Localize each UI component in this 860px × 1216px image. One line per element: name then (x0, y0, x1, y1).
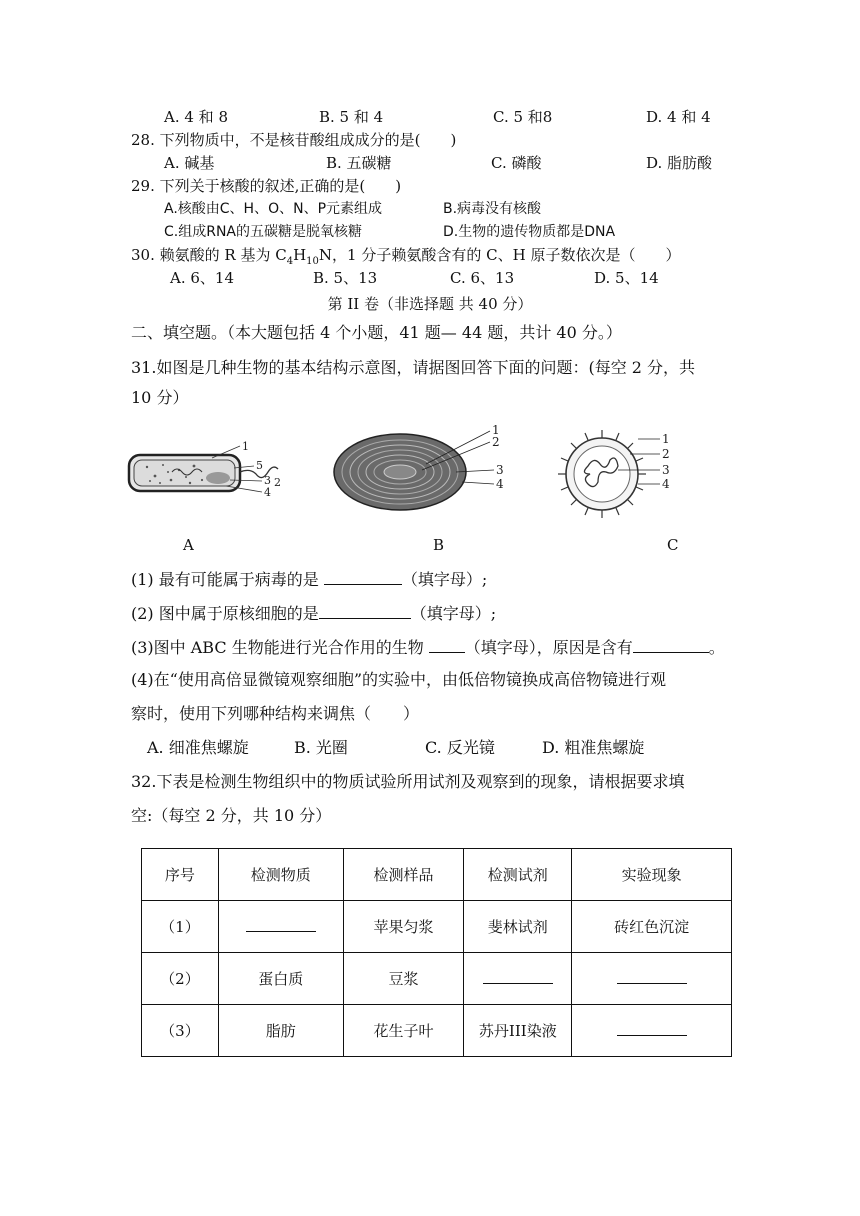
q31-stem-line1: 31.如图是几种生物的基本结构示意图，请据图回答下面的问题：(每空 2 分，共 (131, 358, 696, 377)
q30-option-c: C. 6、13 (450, 269, 515, 287)
fig-a-label-3: 3 (264, 474, 271, 487)
figure-label-c: C (667, 536, 679, 554)
q28-option-b: B. 五碳糖 (326, 154, 392, 172)
figure-b-cell (330, 422, 520, 512)
q31-sub3-blank1[interactable] (429, 636, 465, 653)
table-row (142, 901, 732, 953)
q31-sub3: (3)图中 ABC 生物能进行光合作用的生物 （填字母），原因是含有 。 (131, 638, 725, 657)
answer-blank[interactable] (483, 969, 553, 984)
q31-sub4-option-b: B. 光圈 (294, 738, 348, 757)
section-heading: 二、填空题。（本大题包括 4 个小题，41 题— 44 题，共计 40 分。） (131, 323, 622, 342)
fig-c-label-3: 3 (662, 463, 670, 477)
fig-a-label-2: 2 (274, 476, 281, 489)
q30-option-d: D. 5、14 (594, 269, 659, 287)
part2-title: 第 II 卷（非选择题 共 40 分） (327, 295, 533, 313)
figure-label-b: B (433, 536, 445, 554)
fig-c-label-1: 1 (662, 432, 670, 446)
figure-c-virus (552, 426, 682, 522)
table-cell: 蛋白质 (218, 953, 343, 1005)
fig-a-label-4: 4 (264, 486, 271, 499)
q30-option-a: A. 6、14 (170, 269, 234, 287)
q28-stem: 28. 下列物质中，不是核苷酸组成成分的是( ) (131, 131, 457, 149)
q31-sub1-blank[interactable] (324, 568, 402, 585)
table-row (142, 953, 732, 1005)
q27-option-d: D. 4 和 4 (646, 108, 711, 126)
header-cell: 序号 (142, 849, 219, 901)
table-cell: 斐林试剂 (464, 901, 572, 953)
table-cell: 豆浆 (343, 953, 464, 1005)
fig-b-label-3: 3 (496, 463, 504, 477)
table-cell-blank[interactable] (572, 1005, 732, 1057)
q32-stem-line1: 32.下表是检测生物组织中的物质试验所用试剂及观察到的现象，请根据要求填 (131, 772, 685, 791)
q27-option-a: A. 4 和 8 (164, 108, 228, 126)
q27-option-b: B. 5 和 4 (319, 108, 384, 126)
answer-blank[interactable] (617, 969, 687, 984)
fig-b-label-4: 4 (496, 477, 504, 491)
header-cell: 检测试剂 (464, 849, 572, 901)
q30-option-b: B. 5、13 (313, 269, 378, 287)
q31-sub4-option-c: C. 反光镜 (425, 738, 495, 757)
fig-a-label-5: 5 (256, 459, 263, 472)
q29-option-d: D.生物的遗传物质都是DNA (443, 224, 616, 240)
table-header-row (142, 849, 732, 901)
answer-blank[interactable] (246, 917, 316, 932)
table-cell: 砖红色沉淀 (572, 901, 732, 953)
q31-sub4-line2: 察时，使用下列哪种结构来调焦（ ） (131, 704, 420, 723)
table-cell-blank[interactable] (464, 953, 572, 1005)
table-cell: 苏丹III染液 (464, 1005, 572, 1057)
q31-stem-line2: 10 分） (131, 388, 189, 407)
table-cell-blank[interactable] (218, 901, 343, 953)
q31-sub2: (2) 图中属于原核细胞的是 （填字母）; (131, 604, 497, 623)
table-cell: 花生子叶 (343, 1005, 464, 1057)
table-cell: 脂肪 (218, 1005, 343, 1057)
figure-label-a: A (183, 536, 194, 554)
q31-sub2-blank[interactable] (319, 602, 411, 619)
fig-b-label-2: 2 (492, 435, 500, 449)
q32-stem-line2: 空:（每空 2 分，共 10 分） (131, 806, 332, 825)
table-row (142, 1005, 732, 1057)
q31-sub4-option-d: D. 粗准焦螺旋 (542, 738, 645, 757)
q31-sub3-blank2[interactable] (633, 636, 709, 653)
q28-option-d: D. 脂肪酸 (646, 154, 713, 172)
fig-c-label-2: 2 (662, 447, 670, 461)
table-cell: （1） (142, 901, 219, 953)
q31-sub4-option-a: A. 细准焦螺旋 (147, 738, 249, 757)
q31-sub4-line1: (4)在“使用高倍显微镜观察细胞”的实验中，由低倍物镜换成高倍物镜进行观 (131, 670, 667, 689)
q27-option-c: C. 5 和8 (493, 108, 553, 126)
q29-option-c: C.组成RNA的五碳糖是脱氧核糖 (164, 224, 363, 240)
table-cell: （2） (142, 953, 219, 1005)
q30-stem: 30. 赖氨酸的 R 基为 $C_4H_{10}N$，1 分子赖氨酸含有的 C、H 原子数依次是（ ） (131, 246, 681, 267)
table-cell-blank[interactable] (572, 953, 732, 1005)
fig-b-label-1: 1 (492, 423, 500, 437)
fig-a-label-1: 1 (242, 440, 249, 453)
q31-sub1: (1) 最有可能属于病毒的是 （填字母）; (131, 570, 488, 589)
q29-option-a: A.核酸由C、H、O、N、P元素组成 (164, 201, 383, 217)
header-cell: 实验现象 (572, 849, 732, 901)
q28-option-a: A. 碱基 (164, 154, 215, 172)
q29-stem: 29. 下列关于核酸的叙述,正确的是( ) (131, 177, 402, 195)
fig-c-label-4: 4 (662, 477, 670, 491)
q32-table (141, 848, 732, 1057)
header-cell: 检测物质 (218, 849, 343, 901)
answer-blank[interactable] (617, 1021, 687, 1036)
header-cell: 检测样品 (343, 849, 464, 901)
table-cell: 苹果匀浆 (343, 901, 464, 953)
q28-option-c: C. 磷酸 (491, 154, 542, 172)
table-cell: （3） (142, 1005, 219, 1057)
q29-option-b: B.病毒没有核酸 (443, 201, 542, 217)
figure-a-bacterium (122, 436, 282, 506)
